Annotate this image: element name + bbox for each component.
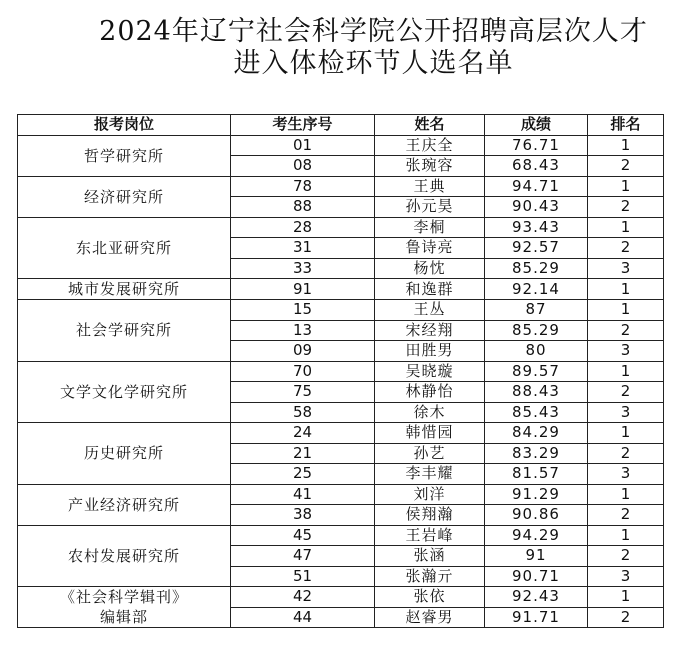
candidate-number-cell: 41 <box>231 484 375 505</box>
table-row <box>18 217 664 238</box>
table-row <box>18 484 664 505</box>
table-row <box>18 525 664 546</box>
position-label: 编辑部 <box>99 608 148 626</box>
candidate-number-cell: 47 <box>231 546 375 567</box>
score-cell: 85.43 <box>485 402 588 423</box>
name-cell: 吴晓璇 <box>375 361 485 382</box>
position-label: 城市发展研究所 <box>67 280 180 298</box>
header-name: 姓名 <box>375 115 485 136</box>
score-cell: 94.71 <box>485 176 588 197</box>
position-label: 农村发展研究所 <box>67 546 180 565</box>
rank-cell: 2 <box>588 156 664 177</box>
position-label: 东北亚研究所 <box>75 238 172 257</box>
table-row <box>18 176 664 197</box>
candidate-number-cell: 88 <box>231 197 375 218</box>
position-cell <box>18 361 231 423</box>
candidate-number-cell: 78 <box>231 176 375 197</box>
candidate-number-cell: 09 <box>231 341 375 362</box>
candidate-number-cell: 15 <box>231 300 375 321</box>
header-candidate-number: 考生序号 <box>231 115 375 136</box>
position-label: 产业经济研究所 <box>67 495 180 514</box>
table-row <box>18 279 664 300</box>
name-cell: 张瀚亓 <box>375 566 485 587</box>
header-rank: 排名 <box>588 115 664 136</box>
name-cell: 孙艺 <box>375 443 485 464</box>
title-line-1: 2024年辽宁社会科学院公开招聘高层次人才 <box>99 16 648 47</box>
score-cell: 84.29 <box>485 423 588 444</box>
name-cell: 韩惜园 <box>375 423 485 444</box>
table-body <box>18 135 664 628</box>
name-cell: 李丰耀 <box>375 464 485 485</box>
position-label: 社会学研究所 <box>75 321 172 340</box>
name-cell: 王丛 <box>375 300 485 321</box>
score-cell: 90.86 <box>485 505 588 526</box>
position-label: 历史研究所 <box>83 444 164 463</box>
table-row <box>18 300 664 321</box>
table-row <box>18 135 664 156</box>
rank-cell: 3 <box>588 341 664 362</box>
score-cell: 90.43 <box>485 197 588 218</box>
position-cell <box>18 176 231 217</box>
title-line-2: 进入体检环节人选名单 <box>233 48 514 79</box>
name-cell: 王典 <box>375 176 485 197</box>
name-cell: 徐木 <box>375 402 485 423</box>
name-cell: 孙元昊 <box>375 197 485 218</box>
candidate-number-cell: 01 <box>231 135 375 156</box>
candidate-number-cell: 28 <box>231 217 375 238</box>
rank-cell: 2 <box>588 443 664 464</box>
candidate-number-cell: 38 <box>231 505 375 526</box>
name-cell: 赵睿男 <box>375 607 485 628</box>
candidate-number-cell: 21 <box>231 443 375 464</box>
name-cell: 张琬容 <box>375 156 485 177</box>
header-score: 成绩 <box>485 115 588 136</box>
rank-cell: 1 <box>588 423 664 444</box>
rank-cell: 2 <box>588 320 664 341</box>
rank-cell: 1 <box>588 587 664 608</box>
rank-cell: 2 <box>588 505 664 526</box>
rank-cell: 1 <box>588 484 664 505</box>
table-row <box>18 361 664 382</box>
score-cell: 91 <box>485 546 588 567</box>
rank-cell: 1 <box>588 525 664 546</box>
position-cell <box>18 484 231 525</box>
rank-cell: 1 <box>588 300 664 321</box>
rank-cell: 1 <box>588 217 664 238</box>
candidate-number-cell: 58 <box>231 402 375 423</box>
rank-cell: 3 <box>588 464 664 485</box>
score-cell: 90.71 <box>485 566 588 587</box>
rank-cell: 1 <box>588 361 664 382</box>
position-label: 哲学研究所 <box>83 146 164 165</box>
score-cell: 91.29 <box>485 484 588 505</box>
position-cell <box>18 217 231 279</box>
score-cell: 88.43 <box>485 382 588 403</box>
candidate-number-cell: 45 <box>231 525 375 546</box>
rank-cell: 3 <box>588 402 664 423</box>
candidate-number-cell: 24 <box>231 423 375 444</box>
name-cell: 和逸群 <box>375 279 485 300</box>
candidate-number-cell: 33 <box>231 258 375 279</box>
score-cell: 92.57 <box>485 238 588 259</box>
candidate-number-cell: 13 <box>231 320 375 341</box>
score-cell: 87 <box>485 300 588 321</box>
name-cell: 侯翔瀚 <box>375 505 485 526</box>
candidate-table <box>17 114 664 628</box>
score-cell: 91.71 <box>485 607 588 628</box>
rank-cell: 2 <box>588 238 664 259</box>
position-label: 文学文化学研究所 <box>59 382 188 401</box>
name-cell: 张依 <box>375 587 485 608</box>
score-cell: 85.29 <box>485 258 588 279</box>
name-cell: 李桐 <box>375 217 485 238</box>
name-cell: 田胜男 <box>375 341 485 362</box>
score-cell: 81.57 <box>485 464 588 485</box>
position-label: 经济研究所 <box>83 187 164 206</box>
name-cell: 刘洋 <box>375 484 485 505</box>
name-cell: 鲁诗亮 <box>375 238 485 259</box>
name-cell: 王庆全 <box>375 135 485 156</box>
candidate-number-cell: 31 <box>231 238 375 259</box>
name-cell: 王岩峰 <box>375 525 485 546</box>
name-cell: 张涵 <box>375 546 485 567</box>
rank-cell: 3 <box>588 258 664 279</box>
position-cell <box>18 525 231 587</box>
rank-cell: 1 <box>588 279 664 300</box>
name-cell: 杨忱 <box>375 258 485 279</box>
candidate-number-cell: 75 <box>231 382 375 403</box>
score-cell: 76.71 <box>485 135 588 156</box>
position-cell <box>18 279 231 300</box>
candidate-number-cell: 08 <box>231 156 375 177</box>
rank-cell: 2 <box>588 197 664 218</box>
rank-cell: 2 <box>588 382 664 403</box>
table-row <box>18 587 664 608</box>
score-cell: 85.29 <box>485 320 588 341</box>
candidate-number-cell: 25 <box>231 464 375 485</box>
position-cell <box>18 423 231 485</box>
candidate-number-cell: 44 <box>231 607 375 628</box>
rank-cell: 1 <box>588 176 664 197</box>
position-cell <box>18 135 231 176</box>
score-cell: 83.29 <box>485 443 588 464</box>
score-cell: 68.43 <box>485 156 588 177</box>
position-cell <box>18 300 231 362</box>
candidate-number-cell: 70 <box>231 361 375 382</box>
score-cell: 92.43 <box>485 587 588 608</box>
header-position: 报考岗位 <box>18 115 231 136</box>
score-cell: 80 <box>485 341 588 362</box>
rank-cell: 1 <box>588 135 664 156</box>
candidate-number-cell: 91 <box>231 279 375 300</box>
score-cell: 89.57 <box>485 361 588 382</box>
position-cell <box>18 587 231 628</box>
table-row <box>18 423 664 444</box>
score-cell: 94.29 <box>485 525 588 546</box>
rank-cell: 3 <box>588 566 664 587</box>
name-cell: 宋经翔 <box>375 320 485 341</box>
rank-cell: 2 <box>588 607 664 628</box>
candidate-number-cell: 51 <box>231 566 375 587</box>
header-row <box>18 115 664 136</box>
score-cell: 92.14 <box>485 279 588 300</box>
score-cell: 93.43 <box>485 217 588 238</box>
name-cell: 林静怡 <box>375 382 485 403</box>
position-label: 《社会科学辑刊》 <box>59 588 188 606</box>
candidate-number-cell: 42 <box>231 587 375 608</box>
rank-cell: 2 <box>588 546 664 567</box>
